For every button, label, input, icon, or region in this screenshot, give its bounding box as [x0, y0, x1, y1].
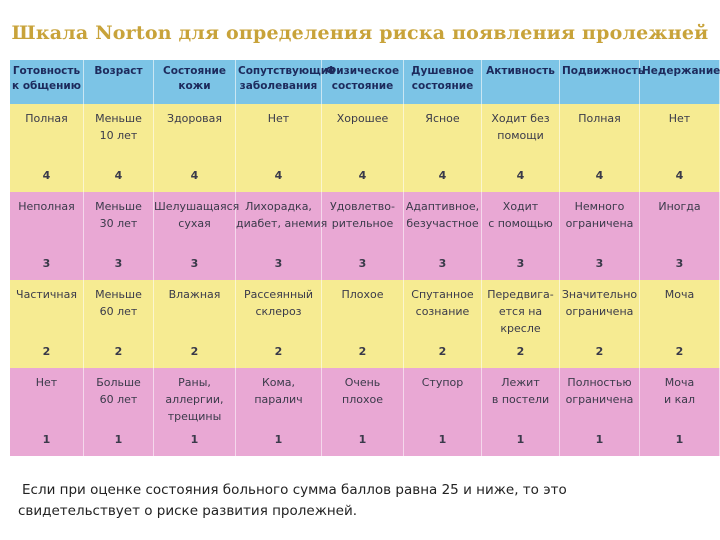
column-header-line: Готовность: [12, 65, 81, 77]
cell-text-line: трещины: [167, 410, 222, 423]
cell-text-line: сознание: [415, 305, 470, 318]
table-row: [10, 104, 720, 192]
column-header-line: Сопутствующие: [238, 65, 336, 77]
cell-score: 2: [190, 345, 199, 358]
table-cell: [482, 368, 560, 456]
cell-text: [482, 286, 559, 337]
cell-score: 3: [675, 257, 684, 270]
column-header: [560, 60, 645, 104]
cell-score: 3: [42, 257, 51, 270]
cell-text-line: Спутанное: [411, 288, 474, 301]
cell-text: [84, 198, 153, 232]
cell-text: [322, 286, 403, 303]
cell-text: [560, 198, 639, 232]
cell-text-line: Нет: [668, 112, 691, 125]
column-header-line: Недержание: [642, 65, 720, 77]
column-header: [640, 60, 720, 104]
column-header-line: состояние: [331, 80, 394, 92]
cell-score: 2: [358, 345, 367, 358]
footnote-line-2: свидетельствует о риске развития пролежней.: [18, 503, 358, 519]
cell-text-line: Частичная: [16, 288, 77, 301]
column-header: [322, 60, 404, 104]
table-row: [10, 368, 720, 456]
cell-text-line: Шелушащаяся: [154, 200, 240, 213]
table-cell: [482, 280, 560, 368]
cell-text-line: ограничена: [565, 393, 634, 406]
cell-score: 1: [274, 433, 283, 446]
table-cell: [84, 280, 154, 368]
cell-text-line: Удовлетво-: [330, 200, 395, 213]
table-cell: [236, 104, 322, 192]
cell-text: [560, 286, 639, 320]
column-header-line: Состояние: [163, 65, 226, 77]
cell-text: [154, 374, 235, 425]
cell-text: [560, 110, 639, 127]
cell-score: 4: [595, 169, 604, 182]
table-cell: [404, 104, 482, 192]
table-cell: [322, 368, 404, 456]
cell-text-line: Хорошее: [336, 112, 389, 125]
cell-text-line: Полная: [25, 112, 68, 125]
cell-score: 1: [595, 433, 604, 446]
table-cell: [482, 192, 560, 280]
column-header: [154, 60, 236, 104]
cell-text-line: ется на: [498, 305, 543, 318]
cell-text-line: безучастное: [406, 217, 479, 230]
cell-text-line: Моча: [664, 288, 695, 301]
cell-score: 2: [675, 345, 684, 358]
cell-text-line: Меньше: [95, 288, 142, 301]
footnote-line-1: Если при оценке состояния больного сумма баллов равна 25 и ниже, то это: [22, 482, 567, 498]
cell-text-line: Значительно: [561, 288, 638, 301]
table-cell: [236, 280, 322, 368]
cell-text-line: 60 лет: [99, 305, 138, 318]
cell-score: 4: [42, 169, 51, 182]
cell-text: [236, 286, 321, 320]
table-cell: [560, 368, 640, 456]
cell-score: 1: [190, 433, 199, 446]
cell-text-line: ограничена: [565, 217, 634, 230]
cell-text: [560, 374, 639, 408]
cell-score: 1: [42, 433, 51, 446]
column-header-line: Физическое: [325, 65, 400, 77]
table-cell: [84, 368, 154, 456]
cell-text-line: 60 лет: [99, 393, 138, 406]
cell-text: [404, 286, 481, 320]
cell-score: 4: [190, 169, 199, 182]
cell-score: 4: [358, 169, 367, 182]
table-cell: [560, 192, 640, 280]
cell-text: [322, 198, 403, 232]
cell-text: [640, 374, 719, 408]
cell-text-line: Передвига-: [487, 288, 554, 301]
table-row: [10, 192, 720, 280]
column-header-line: Душевное: [411, 65, 474, 77]
table-cell: [154, 192, 240, 280]
cell-text-line: Моча: [664, 376, 695, 389]
cell-score: 2: [516, 345, 525, 358]
cell-text-line: диабет, анемия: [236, 217, 328, 230]
cell-text: [10, 198, 83, 215]
cell-text-line: Немного: [574, 200, 625, 213]
cell-score: 3: [114, 257, 123, 270]
cell-text-line: Плохое: [341, 288, 384, 301]
cell-text: [482, 374, 559, 408]
cell-score: 2: [595, 345, 604, 358]
cell-text-line: Меньше: [95, 112, 142, 125]
cell-text: [322, 374, 403, 408]
cell-text: [640, 198, 719, 215]
cell-text-line: Иногда: [658, 200, 701, 213]
cell-score: 2: [274, 345, 283, 358]
cell-text-line: Очень: [344, 376, 381, 389]
cell-text-line: Кома,: [261, 376, 296, 389]
table-cell: [154, 104, 236, 192]
cell-text: [322, 110, 403, 127]
cell-text-line: в постели: [491, 393, 550, 406]
table-cell: [10, 104, 84, 192]
cell-text-line: Ходит: [502, 200, 539, 213]
cell-score: 4: [274, 169, 283, 182]
cell-score: 3: [190, 257, 199, 270]
cell-score: 4: [516, 169, 525, 182]
cell-text: [404, 374, 481, 391]
table-cell: [84, 192, 154, 280]
cell-text-line: Рассеянный: [243, 288, 314, 301]
cell-text: [10, 374, 83, 391]
cell-score: 2: [42, 345, 51, 358]
cell-score: 3: [516, 257, 525, 270]
table-cell: [404, 192, 482, 280]
cell-text: [84, 286, 153, 320]
cell-score: 1: [516, 433, 525, 446]
column-header: [482, 60, 560, 104]
table-cell: [640, 280, 720, 368]
table-cell: [154, 368, 236, 456]
cell-text-line: Нет: [267, 112, 290, 125]
cell-text: [84, 374, 153, 408]
cell-text: [404, 198, 481, 232]
cell-text-line: Ступор: [421, 376, 464, 389]
table-cell: [482, 104, 560, 192]
cell-score: 1: [675, 433, 684, 446]
cell-text-line: помощи: [497, 129, 544, 142]
table-cell: [10, 280, 84, 368]
table-cell: [560, 104, 640, 192]
table-cell: [404, 280, 482, 368]
cell-text: [154, 286, 235, 303]
cell-text-line: с помощью: [488, 217, 553, 230]
cell-text: [236, 374, 321, 408]
cell-text-line: Полная: [578, 112, 621, 125]
cell-text: [10, 286, 83, 303]
cell-text-line: плохое: [342, 393, 383, 406]
cell-text-line: Раны,: [178, 376, 211, 389]
column-header: [84, 60, 154, 104]
table-row: [10, 280, 720, 368]
cell-text: [482, 110, 559, 144]
column-header-line: к общению: [12, 80, 81, 92]
cell-text-line: 10 лет: [99, 129, 138, 142]
cell-text-line: Полностью: [567, 376, 632, 389]
cell-text-line: Влажная: [168, 288, 221, 301]
table-cell: [10, 368, 84, 456]
cell-score: 3: [595, 257, 604, 270]
cell-text-line: Ясное: [425, 112, 460, 125]
column-header: [236, 60, 336, 104]
cell-text-line: Адаптивное,: [405, 200, 480, 213]
column-header-line: состояние: [411, 80, 474, 92]
cell-score: 4: [438, 169, 447, 182]
norton-scale-table: [10, 60, 720, 466]
cell-text: [10, 110, 83, 127]
cell-text: [404, 110, 481, 127]
table-cell: [322, 104, 404, 192]
cell-text-line: аллергии,: [165, 393, 224, 406]
cell-score: 2: [114, 345, 123, 358]
cell-score: 3: [274, 257, 283, 270]
cell-score: 1: [114, 433, 123, 446]
cell-text: [640, 110, 719, 127]
table-cell: [84, 104, 154, 192]
table-cell: [322, 192, 404, 280]
cell-text-line: и кал: [663, 393, 696, 406]
table-cell: [560, 280, 640, 368]
cell-score: 2: [438, 345, 447, 358]
cell-text: [482, 198, 559, 232]
cell-text-line: Лежит: [501, 376, 540, 389]
cell-text: [154, 198, 240, 232]
cell-score: 3: [358, 257, 367, 270]
table-cell: [640, 192, 720, 280]
cell-score: 1: [358, 433, 367, 446]
column-header: [404, 60, 482, 104]
column-header-line: заболевания: [239, 80, 318, 92]
cell-score: 4: [114, 169, 123, 182]
column-header-line: Активность: [486, 65, 555, 77]
footnote: [18, 480, 708, 522]
table-cell: [236, 368, 322, 456]
table-cell: [404, 368, 482, 456]
cell-text: [154, 110, 235, 127]
cell-text-line: склероз: [255, 305, 302, 318]
table-header-row: [10, 60, 720, 104]
table-cell: [322, 280, 404, 368]
column-header-line: Возраст: [94, 65, 143, 77]
table-cell: [236, 192, 328, 280]
cell-text: [640, 286, 719, 303]
table-cell: [154, 280, 236, 368]
page-title: Шкала Norton для определения риска появления пролежней: [11, 22, 709, 44]
table-cell: [10, 192, 84, 280]
cell-text-line: рительное: [331, 217, 394, 230]
cell-text: [84, 110, 153, 144]
cell-text-line: Неполная: [18, 200, 75, 213]
cell-text-line: кресле: [500, 322, 541, 335]
column-header: [10, 60, 84, 104]
cell-text-line: ограничена: [565, 305, 634, 318]
cell-score: 1: [438, 433, 447, 446]
cell-text-line: сухая: [178, 217, 211, 230]
column-header-line: кожи: [178, 80, 211, 92]
table-cell: [640, 104, 720, 192]
table-cell: [640, 368, 720, 456]
cell-text: [236, 110, 321, 127]
cell-text-line: паралич: [254, 393, 303, 406]
cell-text-line: Ходит без: [491, 112, 550, 125]
cell-text-line: Меньше: [95, 200, 142, 213]
cell-text-line: 30 лет: [99, 217, 138, 230]
cell-text-line: Здоровая: [167, 112, 222, 125]
cell-score: 3: [438, 257, 447, 270]
column-header-line: Подвижность: [562, 65, 645, 77]
cell-text: [236, 198, 328, 232]
cell-text-line: Больше: [96, 376, 141, 389]
cell-text-line: Нет: [35, 376, 58, 389]
cell-text-line: Лихорадка,: [245, 200, 312, 213]
cell-score: 4: [675, 169, 684, 182]
